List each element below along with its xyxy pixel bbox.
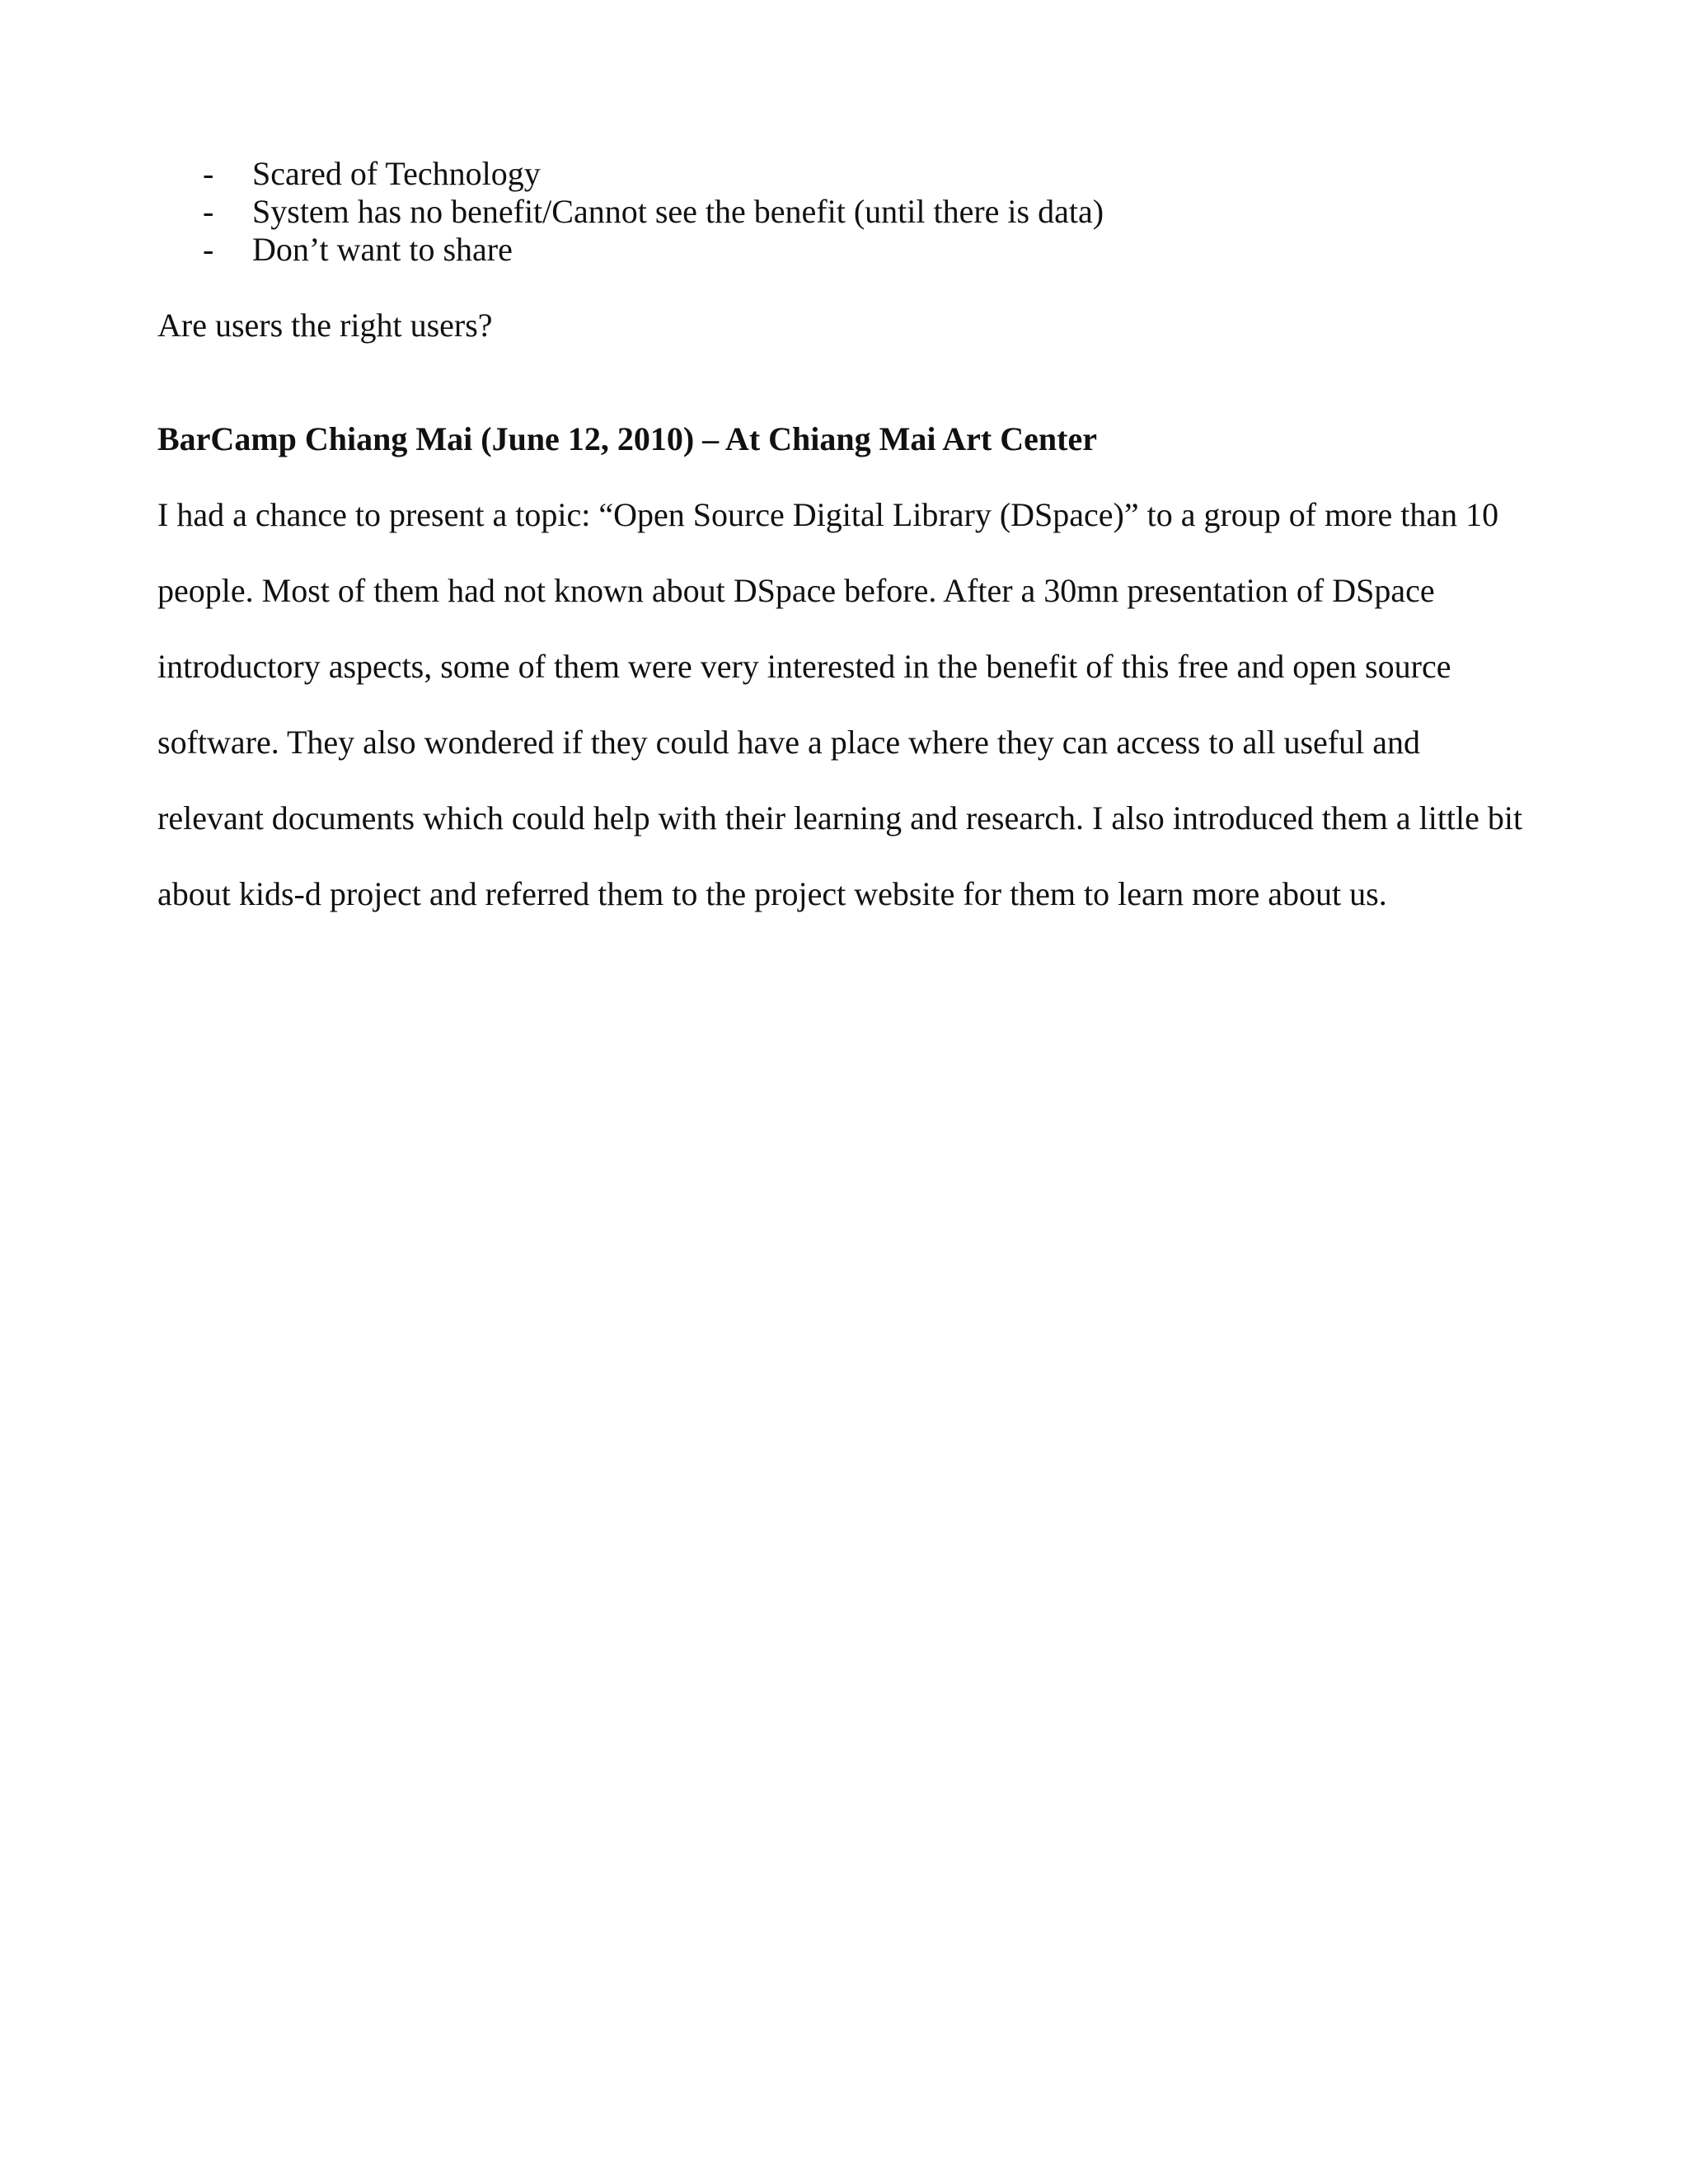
bullet-list	[157, 155, 1559, 269]
paragraph-line: about kids-d project and referred them to the project website for them to learn more about us.	[157, 875, 1387, 912]
paragraph-line: introductory aspects, some of them were very interested in the benefit of this free and open source	[157, 648, 1451, 685]
bullet-item	[157, 231, 1559, 269]
bullet-text: Don’t want to share	[252, 231, 513, 268]
paragraph-line: software. They also wondered if they could have a place where they can access to all useful and	[157, 724, 1420, 761]
bullet-text: Scared of Technology	[252, 155, 541, 192]
bullet-item	[157, 193, 1559, 231]
bullet-text: System has no benefit/Cannot see the benefit (until there is data)	[252, 193, 1104, 230]
section-heading: BarCamp Chiang Mai (June 12, 2010) – At Chiang Mai Art Center	[157, 420, 1097, 457]
bullet-dash: -	[203, 193, 214, 230]
bullet-item	[157, 155, 1559, 193]
paragraph-line: I had a chance to present a topic: “Open Source Digital Library (DSpace)” to a group of more than 10	[157, 496, 1499, 533]
section-paragraph	[157, 458, 1559, 951]
paragraph-line: relevant documents which could help with their learning and research. I also introduced them a little bit	[157, 799, 1523, 837]
bullet-dash: -	[203, 155, 214, 192]
paragraph-line: people. Most of them had not known about DSpace before. After a 30mn presentation of DSpace	[157, 572, 1435, 609]
document-content	[157, 155, 1559, 951]
bullet-dash: -	[203, 231, 214, 268]
question-text: Are users the right users?	[157, 307, 493, 344]
